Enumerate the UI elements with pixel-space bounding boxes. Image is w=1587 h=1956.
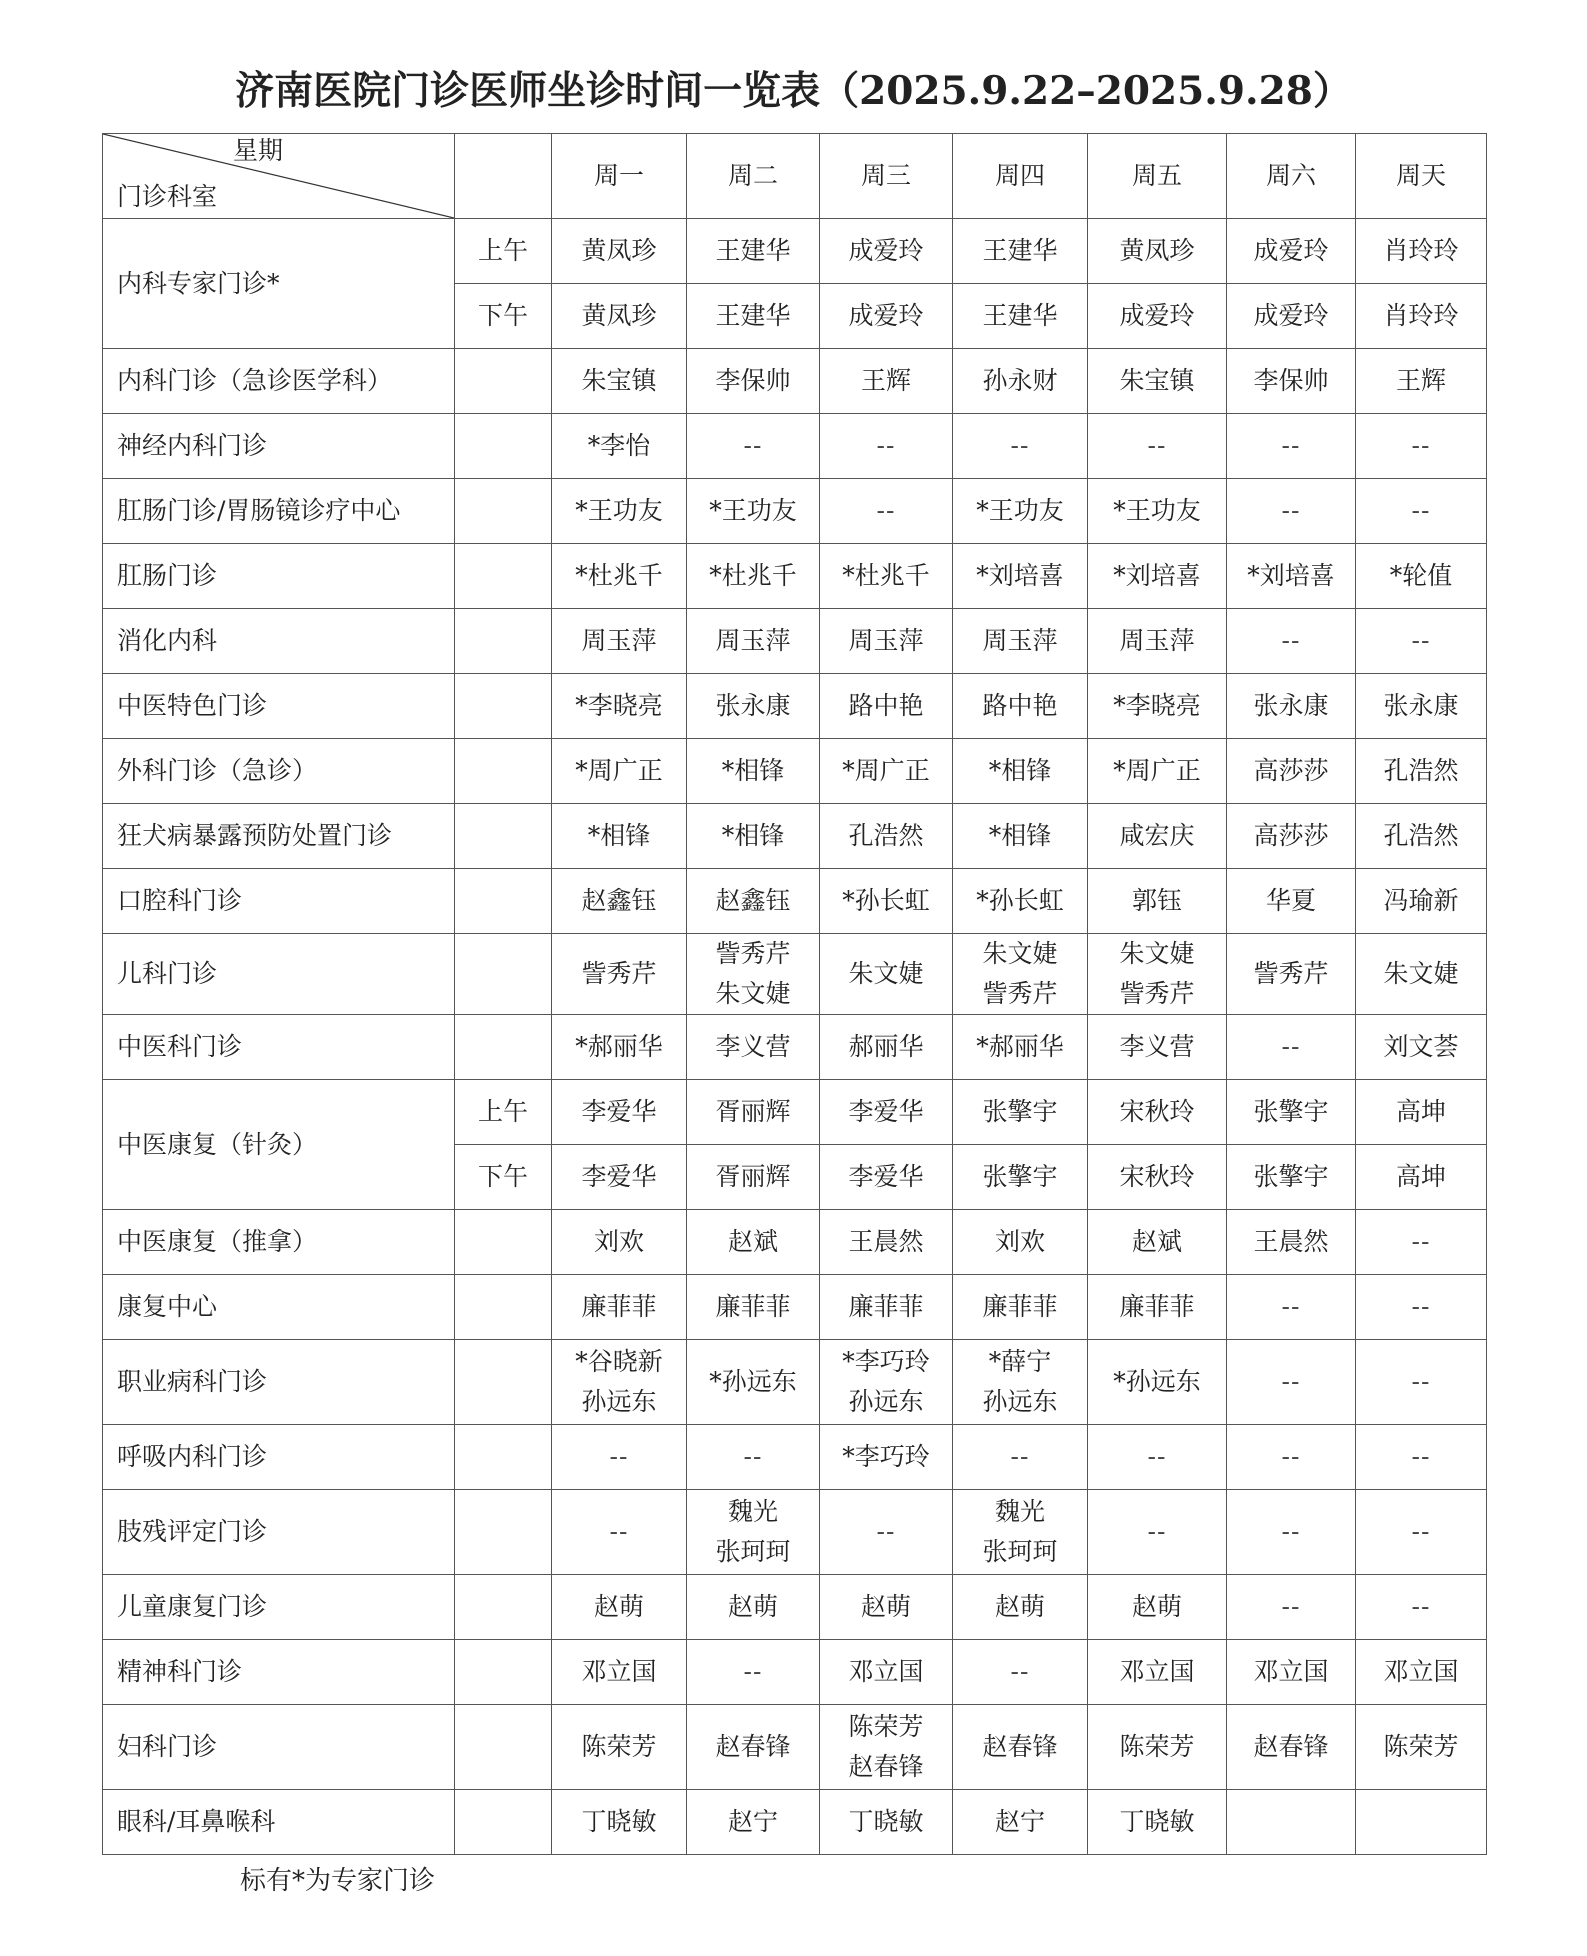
doctor-cell: 朱宝镇 <box>552 349 687 414</box>
doctor-cell: *刘培喜 <box>1227 544 1356 609</box>
doctor-cell: *周广正 <box>820 739 953 804</box>
doctor-cell: 丁晓敏 <box>820 1790 953 1855</box>
doctor-cell: *李巧玲 <box>820 1425 953 1490</box>
doctor-name: -- <box>1147 1517 1167 1546</box>
doctor-cell: 张擎宇 <box>953 1080 1088 1145</box>
table-row <box>103 1790 1487 1855</box>
period-cell <box>455 414 552 479</box>
doctor-cell <box>1227 1340 1356 1425</box>
department-cell: 儿童康复门诊 <box>103 1575 455 1640</box>
doctor-cell: -- <box>953 414 1088 479</box>
doctor-name: -- <box>609 1517 629 1546</box>
doctor-name: 孙远东 <box>848 1387 924 1416</box>
doctor-cell: *相锋 <box>687 804 820 869</box>
doctor-name: 陈荣芳 <box>848 1712 924 1741</box>
doctor-cell: 邓立国 <box>552 1640 687 1705</box>
schedule-body <box>103 134 1487 1855</box>
doctor-cell <box>1088 1340 1227 1425</box>
doctor-cell: 成爱玲 <box>1227 219 1356 284</box>
doctor-cell <box>552 934 687 1015</box>
doctor-cell: 成爱玲 <box>1088 284 1227 349</box>
doctor-cell: -- <box>1356 1575 1487 1640</box>
doctor-cell: -- <box>953 1425 1088 1490</box>
doctor-cell <box>953 1490 1088 1575</box>
doctor-cell <box>687 1705 820 1790</box>
doctor-cell: 廉菲菲 <box>953 1275 1088 1340</box>
doctor-cell: *杜兆千 <box>820 544 953 609</box>
doctor-cell: 丁晓敏 <box>1088 1790 1227 1855</box>
doctor-name: 朱文婕 <box>715 979 791 1008</box>
table-row <box>103 1080 1487 1145</box>
doctor-cell: 赵萌 <box>820 1575 953 1640</box>
doctor-cell: -- <box>687 1425 820 1490</box>
doctor-cell <box>820 1490 953 1575</box>
department-cell: 肛肠门诊 <box>103 544 455 609</box>
doctor-cell: 孔浩然 <box>820 804 953 869</box>
doctor-name: 赵春锋 <box>848 1752 924 1781</box>
doctor-cell: -- <box>820 414 953 479</box>
doctor-cell: -- <box>1356 1275 1487 1340</box>
doctor-cell: 路中艳 <box>953 674 1088 739</box>
doctor-cell: -- <box>1356 1210 1487 1275</box>
doctor-cell: 王建华 <box>687 284 820 349</box>
doctor-cell <box>687 1490 820 1575</box>
department-cell: 狂犬病暴露预防处置门诊 <box>103 804 455 869</box>
doctor-cell: 李爱华 <box>552 1080 687 1145</box>
table-row <box>103 934 1487 1015</box>
doctor-cell: *轮值 <box>1356 544 1487 609</box>
doctor-cell: 孔浩然 <box>1356 739 1487 804</box>
doctor-cell: *周广正 <box>1088 739 1227 804</box>
department-cell: 肛肠门诊/胃肠镜诊疗中心 <box>103 479 455 544</box>
doctor-cell: 周玉萍 <box>953 609 1088 674</box>
period-cell <box>455 1640 552 1705</box>
doctor-cell: 张永康 <box>687 674 820 739</box>
header-row <box>103 134 1487 219</box>
doctor-cell <box>1088 934 1227 1015</box>
doctor-cell: -- <box>1227 1015 1356 1080</box>
period-cell <box>455 1705 552 1790</box>
doctor-cell: 廉菲菲 <box>552 1275 687 1340</box>
doctor-cell: 郭钰 <box>1088 869 1227 934</box>
day-header-3: 周三 <box>820 134 953 219</box>
doctor-name: 朱文婕 <box>982 939 1058 968</box>
doctor-cell: 廉菲菲 <box>820 1275 953 1340</box>
doctor-cell: -- <box>1088 414 1227 479</box>
doctor-cell: *杜兆千 <box>687 544 820 609</box>
doctor-cell: 冯瑜新 <box>1356 869 1487 934</box>
doctor-name: 朱文婕 <box>1383 959 1459 988</box>
doctor-cell <box>1356 1340 1487 1425</box>
doctor-name: 訾秀芹 <box>982 979 1058 1008</box>
doctor-cell: 华夏 <box>1227 869 1356 934</box>
doctor-cell: 郝丽华 <box>820 1015 953 1080</box>
doctor-cell: *王功友 <box>1088 479 1227 544</box>
doctor-cell: -- <box>1356 479 1487 544</box>
doctor-cell: -- <box>552 1425 687 1490</box>
doctor-cell: *相锋 <box>953 804 1088 869</box>
department-cell: 内科专家门诊* <box>103 219 455 349</box>
department-cell: 消化内科 <box>103 609 455 674</box>
doctor-cell: 张永康 <box>1227 674 1356 739</box>
period-cell <box>455 1490 552 1575</box>
doctor-cell: *郝丽华 <box>953 1015 1088 1080</box>
doctor-cell: 赵斌 <box>687 1210 820 1275</box>
doctor-name: 赵春锋 <box>982 1732 1058 1761</box>
doctor-cell: 周玉萍 <box>687 609 820 674</box>
doctor-cell: 邓立国 <box>820 1640 953 1705</box>
doctor-cell <box>1356 934 1487 1015</box>
period-cell <box>455 1210 552 1275</box>
doctor-cell: 赵宁 <box>953 1790 1088 1855</box>
corner-department-label: 门诊科室 <box>117 182 218 211</box>
doctor-cell: -- <box>1356 414 1487 479</box>
day-header-1: 周一 <box>552 134 687 219</box>
doctor-cell: -- <box>953 1640 1088 1705</box>
period-cell <box>455 869 552 934</box>
doctor-cell <box>552 1705 687 1790</box>
doctor-cell: 黄凤珍 <box>552 284 687 349</box>
doctor-cell <box>1356 1790 1487 1855</box>
period-cell: 下午 <box>455 284 552 349</box>
table-row <box>103 544 1487 609</box>
doctor-cell: 廉菲菲 <box>1088 1275 1227 1340</box>
table-row <box>103 1210 1487 1275</box>
doctor-cell: 高坤 <box>1356 1145 1487 1210</box>
doctor-cell: 刘文荟 <box>1356 1015 1487 1080</box>
doctor-cell: 赵鑫钰 <box>687 869 820 934</box>
doctor-cell <box>1088 1705 1227 1790</box>
period-cell <box>455 1015 552 1080</box>
doctor-cell: 高莎莎 <box>1227 804 1356 869</box>
doctor-cell: *周广正 <box>552 739 687 804</box>
period-cell <box>455 934 552 1015</box>
doctor-cell: 王晨然 <box>1227 1210 1356 1275</box>
department-cell: 肢残评定门诊 <box>103 1490 455 1575</box>
doctor-cell: 黄凤珍 <box>552 219 687 284</box>
doctor-cell: 李保帅 <box>1227 349 1356 414</box>
doctor-cell: -- <box>1356 1425 1487 1490</box>
doctor-cell: *相锋 <box>552 804 687 869</box>
doctor-name: 陈荣芳 <box>1383 1732 1459 1761</box>
doctor-cell: 成爱玲 <box>1227 284 1356 349</box>
period-cell <box>455 349 552 414</box>
doctor-cell: 张擎宇 <box>1227 1145 1356 1210</box>
day-header-5: 周五 <box>1088 134 1227 219</box>
doctor-cell <box>820 934 953 1015</box>
table-row <box>103 414 1487 479</box>
doctor-cell: 路中艳 <box>820 674 953 739</box>
doctor-cell: 高莎莎 <box>1227 739 1356 804</box>
doctor-cell: 高坤 <box>1356 1080 1487 1145</box>
doctor-cell: 张擎宇 <box>953 1145 1088 1210</box>
department-cell: 内科门诊（急诊医学科） <box>103 349 455 414</box>
doctor-cell: 赵萌 <box>552 1575 687 1640</box>
doctor-cell: 赵斌 <box>1088 1210 1227 1275</box>
doctor-cell: 李保帅 <box>687 349 820 414</box>
doctor-cell: -- <box>1227 414 1356 479</box>
doctor-cell: 李爱华 <box>820 1145 953 1210</box>
doctor-cell: 李爱华 <box>552 1145 687 1210</box>
department-cell: 口腔科门诊 <box>103 869 455 934</box>
doctor-cell <box>1088 1490 1227 1575</box>
doctor-cell: *孙长虹 <box>820 869 953 934</box>
period-cell <box>455 544 552 609</box>
doctor-name: 赵春锋 <box>1253 1732 1329 1761</box>
doctor-cell <box>1227 1705 1356 1790</box>
department-cell: 儿科门诊 <box>103 934 455 1015</box>
doctor-cell: 赵鑫钰 <box>552 869 687 934</box>
doctor-cell: 孔浩然 <box>1356 804 1487 869</box>
doctor-cell: 邓立国 <box>1227 1640 1356 1705</box>
table-row <box>103 1705 1487 1790</box>
doctor-cell: 周玉萍 <box>552 609 687 674</box>
doctor-cell: 丁晓敏 <box>552 1790 687 1855</box>
period-cell <box>455 804 552 869</box>
table-row <box>103 739 1487 804</box>
doctor-cell: *相锋 <box>687 739 820 804</box>
doctor-name: *孙远东 <box>709 1367 797 1396</box>
table-row <box>103 674 1487 739</box>
department-cell: 中医康复（针灸） <box>103 1080 455 1210</box>
period-cell: 下午 <box>455 1145 552 1210</box>
doctor-name: 魏光 <box>994 1497 1045 1526</box>
doctor-cell: 廉菲菲 <box>687 1275 820 1340</box>
doctor-cell: -- <box>1227 1275 1356 1340</box>
doctor-cell: 周玉萍 <box>820 609 953 674</box>
day-header-6: 周六 <box>1227 134 1356 219</box>
schedule-table <box>102 133 1487 1855</box>
doctor-cell: 成爱玲 <box>820 284 953 349</box>
doctor-cell: *刘培喜 <box>953 544 1088 609</box>
department-cell: 妇科门诊 <box>103 1705 455 1790</box>
department-cell: 职业病科门诊 <box>103 1340 455 1425</box>
doctor-cell: 王建华 <box>953 219 1088 284</box>
doctor-cell: 赵萌 <box>687 1575 820 1640</box>
doctor-name: 訾秀芹 <box>581 959 657 988</box>
doctor-name: *谷晓新 <box>575 1347 663 1376</box>
period-cell <box>455 1790 552 1855</box>
doctor-name: *薛宁 <box>988 1347 1052 1376</box>
table-row <box>103 609 1487 674</box>
doctor-name: 訾秀芹 <box>1119 979 1195 1008</box>
period-header-cell <box>455 134 552 219</box>
doctor-cell: 胥丽辉 <box>687 1145 820 1210</box>
doctor-cell: 王辉 <box>1356 349 1487 414</box>
doctor-name: -- <box>1411 1517 1431 1546</box>
doctor-cell <box>953 1705 1088 1790</box>
corner-weekday-label: 星期 <box>233 136 284 165</box>
day-header-2: 周二 <box>687 134 820 219</box>
doctor-cell: 成爱玲 <box>820 219 953 284</box>
doctor-cell: -- <box>1227 479 1356 544</box>
doctor-cell: 黄凤珍 <box>1088 219 1227 284</box>
period-cell: 上午 <box>455 1080 552 1145</box>
doctor-cell <box>953 934 1088 1015</box>
period-cell <box>455 674 552 739</box>
period-cell <box>455 1575 552 1640</box>
doctor-name: 张珂珂 <box>982 1537 1058 1566</box>
doctor-cell: -- <box>820 479 953 544</box>
doctor-name: 訾秀芹 <box>1253 959 1329 988</box>
table-row <box>103 1340 1487 1425</box>
doctor-cell <box>552 1340 687 1425</box>
doctor-name: 朱文婕 <box>1119 939 1195 968</box>
table-row <box>103 1640 1487 1705</box>
doctor-name: 朱文婕 <box>848 959 924 988</box>
doctor-cell: 咸宏庆 <box>1088 804 1227 869</box>
doctor-cell: -- <box>1227 1425 1356 1490</box>
doctor-name: 孙远东 <box>581 1387 657 1416</box>
table-row <box>103 869 1487 934</box>
doctor-cell: -- <box>1227 1575 1356 1640</box>
doctor-cell: *李怡 <box>552 414 687 479</box>
doctor-name: 陈荣芳 <box>1119 1732 1195 1761</box>
department-cell: 眼科/耳鼻喉科 <box>103 1790 455 1855</box>
doctor-cell: 胥丽辉 <box>687 1080 820 1145</box>
doctor-cell <box>820 1340 953 1425</box>
department-cell: 康复中心 <box>103 1275 455 1340</box>
doctor-cell: *李晓亮 <box>1088 674 1227 739</box>
doctor-cell: -- <box>687 414 820 479</box>
department-cell: 神经内科门诊 <box>103 414 455 479</box>
doctor-cell: 邓立国 <box>1088 1640 1227 1705</box>
doctor-name: 赵春锋 <box>715 1732 791 1761</box>
doctor-cell: 刘欢 <box>552 1210 687 1275</box>
period-cell <box>455 1340 552 1425</box>
doctor-cell <box>1227 934 1356 1015</box>
doctor-cell <box>1227 1790 1356 1855</box>
doctor-cell: 朱宝镇 <box>1088 349 1227 414</box>
doctor-name: 张珂珂 <box>715 1537 791 1566</box>
doctor-cell: *杜兆千 <box>552 544 687 609</box>
doctor-cell <box>953 1340 1088 1425</box>
table-row <box>103 1015 1487 1080</box>
doctor-cell: 周玉萍 <box>1088 609 1227 674</box>
doctor-name: -- <box>876 1517 896 1546</box>
doctor-cell <box>687 934 820 1015</box>
doctor-cell <box>1356 1705 1487 1790</box>
footnote: 标有*为专家门诊 <box>240 1866 436 1896</box>
doctor-name: 訾秀芹 <box>715 939 791 968</box>
doctor-cell: -- <box>1356 609 1487 674</box>
doctor-cell: 李义营 <box>687 1015 820 1080</box>
table-row <box>103 1490 1487 1575</box>
doctor-cell: *刘培喜 <box>1088 544 1227 609</box>
period-cell <box>455 609 552 674</box>
doctor-cell: 赵萌 <box>953 1575 1088 1640</box>
doctor-cell: -- <box>1227 609 1356 674</box>
doctor-cell: 王建华 <box>687 219 820 284</box>
doctor-cell: *王功友 <box>687 479 820 544</box>
table-row <box>103 1425 1487 1490</box>
doctor-cell <box>1356 1490 1487 1575</box>
doctor-cell: 刘欢 <box>953 1210 1088 1275</box>
doctor-cell: 邓立国 <box>1356 1640 1487 1705</box>
doctor-cell: *王功友 <box>552 479 687 544</box>
doctor-cell: 张擎宇 <box>1227 1080 1356 1145</box>
department-cell: 中医康复（推拿） <box>103 1210 455 1275</box>
period-cell <box>455 739 552 804</box>
period-cell <box>455 1275 552 1340</box>
department-cell: 中医特色门诊 <box>103 674 455 739</box>
period-cell: 上午 <box>455 219 552 284</box>
table-row <box>103 219 1487 284</box>
day-header-4: 周四 <box>953 134 1088 219</box>
doctor-name: 陈荣芳 <box>581 1732 657 1761</box>
doctor-cell <box>552 1490 687 1575</box>
page-title: 济南医院门诊医师坐诊时间一览表（2025.9.22–2025.9.28） <box>235 68 1352 114</box>
doctor-cell: *孙长虹 <box>953 869 1088 934</box>
doctor-cell <box>687 1340 820 1425</box>
department-cell: 外科门诊（急诊） <box>103 739 455 804</box>
doctor-cell: 赵萌 <box>1088 1575 1227 1640</box>
doctor-cell: *郝丽华 <box>552 1015 687 1080</box>
doctor-name: -- <box>1281 1517 1301 1546</box>
department-cell: 精神科门诊 <box>103 1640 455 1705</box>
doctor-cell <box>1227 1490 1356 1575</box>
doctor-cell: 宋秋玲 <box>1088 1145 1227 1210</box>
doctor-cell: 孙永财 <box>953 349 1088 414</box>
doctor-cell: *李晓亮 <box>552 674 687 739</box>
period-cell <box>455 1425 552 1490</box>
department-cell: 呼吸内科门诊 <box>103 1425 455 1490</box>
doctor-cell: -- <box>687 1640 820 1705</box>
doctor-cell: 赵宁 <box>687 1790 820 1855</box>
table-row <box>103 1575 1487 1640</box>
doctor-cell: 肖玲玲 <box>1356 284 1487 349</box>
doctor-name: 魏光 <box>727 1497 778 1526</box>
department-cell: 中医科门诊 <box>103 1015 455 1080</box>
table-row <box>103 479 1487 544</box>
doctor-name: -- <box>1281 1367 1301 1396</box>
doctor-cell: 王晨然 <box>820 1210 953 1275</box>
doctor-name: *李巧玲 <box>842 1347 930 1376</box>
doctor-cell: 李义营 <box>1088 1015 1227 1080</box>
doctor-cell: 肖玲玲 <box>1356 219 1487 284</box>
corner-header-cell <box>103 134 455 219</box>
doctor-cell: *王功友 <box>953 479 1088 544</box>
doctor-cell: -- <box>1088 1425 1227 1490</box>
doctor-cell: 王辉 <box>820 349 953 414</box>
doctor-cell: 李爱华 <box>820 1080 953 1145</box>
doctor-name: 孙远东 <box>982 1387 1058 1416</box>
period-cell <box>455 479 552 544</box>
table-row <box>103 349 1487 414</box>
doctor-cell: *相锋 <box>953 739 1088 804</box>
doctor-cell: 宋秋玲 <box>1088 1080 1227 1145</box>
doctor-cell: 王建华 <box>953 284 1088 349</box>
day-header-7: 周天 <box>1356 134 1487 219</box>
table-row <box>103 804 1487 869</box>
doctor-cell: 张永康 <box>1356 674 1487 739</box>
doctor-name: *孙远东 <box>1113 1367 1201 1396</box>
doctor-name: -- <box>1411 1367 1431 1396</box>
table-row <box>103 1275 1487 1340</box>
doctor-cell <box>820 1705 953 1790</box>
